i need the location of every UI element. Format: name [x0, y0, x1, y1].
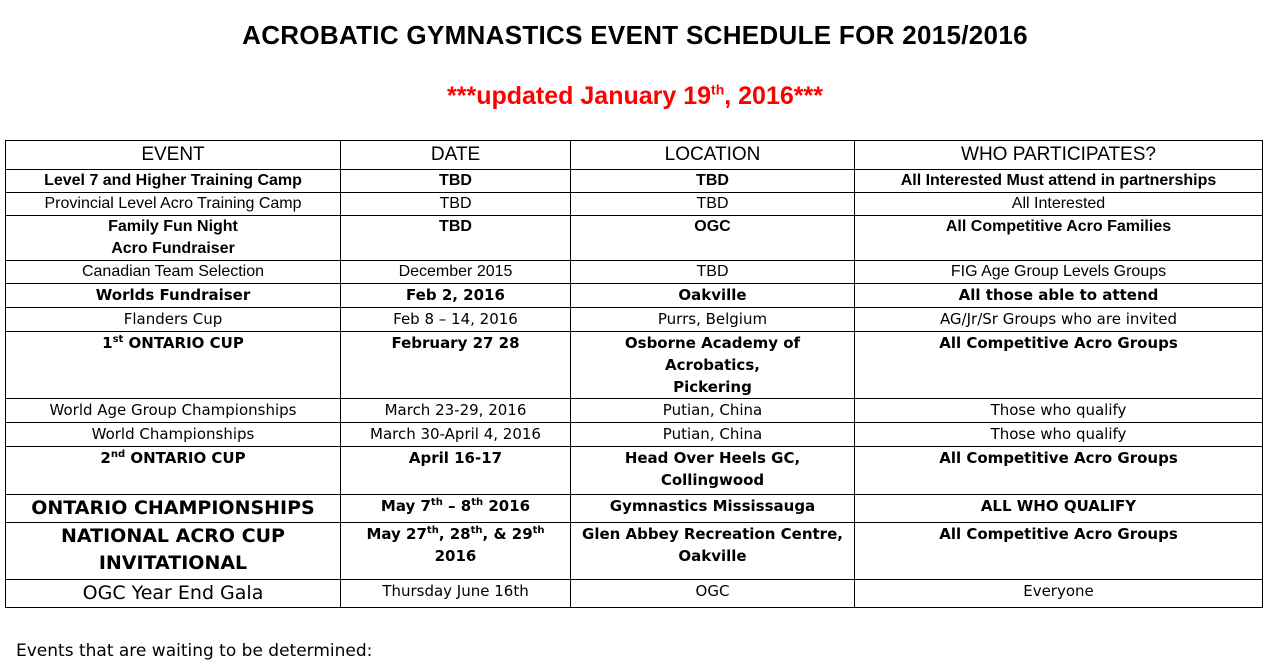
- table-row: [6, 495, 1263, 523]
- header-location: LOCATION: [571, 141, 855, 170]
- event-cell: Provincial Level Acro Training Camp: [6, 193, 341, 216]
- updated-prefix: ***updated January 19: [447, 82, 712, 110]
- date-line: [345, 523, 566, 545]
- event-cell: Level 7 and Higher Training Camp: [6, 170, 341, 193]
- event-line: Acro Fundraiser: [111, 240, 235, 257]
- event-line: Family Fun Night: [108, 218, 238, 235]
- location-line: Osborne Academy of Acrobatics,: [624, 334, 801, 374]
- header-who: WHO PARTICIPATES?: [855, 141, 1263, 170]
- table-row: [6, 580, 1263, 608]
- table-header-row: [6, 141, 1263, 170]
- date-cell: TBD: [341, 170, 571, 193]
- event-cell: [6, 523, 341, 580]
- footer-note: Events that are waiting to be determined:: [16, 641, 373, 661]
- table-row: [6, 523, 1263, 580]
- location-line: Oakville: [678, 547, 747, 565]
- date-cell: Thursday June 16th: [341, 580, 571, 608]
- event-cell: World Championships: [6, 423, 341, 447]
- date-cell: March 30-April 4, 2016: [341, 423, 571, 447]
- event-rest: ONTARIO CUP: [125, 449, 246, 467]
- location-cell: TBD: [571, 261, 855, 284]
- date-sup: th: [430, 497, 443, 508]
- event-sup: st: [112, 334, 124, 345]
- location-cell: TBD: [571, 170, 855, 193]
- location-cell: [571, 447, 855, 495]
- event-sup: nd: [110, 449, 126, 460]
- who-cell: All those able to attend: [855, 284, 1263, 308]
- event-cell: [6, 216, 341, 261]
- location-line: Collingwood: [660, 471, 765, 489]
- header-date: DATE: [341, 141, 571, 170]
- event-cell: [6, 332, 341, 399]
- event-cell: Flanders Cup: [6, 308, 341, 332]
- date-cell: March 23-29, 2016: [341, 399, 571, 423]
- location-cell: Purrs, Belgium: [571, 308, 855, 332]
- date-cell: December 2015: [341, 261, 571, 284]
- date-part: – 8: [442, 497, 472, 515]
- date-sup: th: [426, 525, 439, 536]
- location-cell: Putian, China: [571, 399, 855, 423]
- event-cell: Worlds Fundraiser: [6, 284, 341, 308]
- event-cell: [6, 447, 341, 495]
- date-cell: TBD: [341, 193, 571, 216]
- date-sup: th: [470, 525, 483, 536]
- date-part: , 28: [438, 525, 471, 543]
- event-line: NATIONAL ACRO CUP: [61, 525, 285, 547]
- who-cell: ALL WHO QUALIFY: [855, 495, 1263, 523]
- event-line: INVITATIONAL: [98, 552, 248, 574]
- location-cell: Gymnastics Mississauga: [571, 495, 855, 523]
- table-row: [6, 399, 1263, 423]
- event-cell: Canadian Team Selection: [6, 261, 341, 284]
- date-cell: TBD: [341, 216, 571, 261]
- who-cell: AG/Jr/Sr Groups who are invited: [855, 308, 1263, 332]
- updated-notice: [0, 82, 1270, 111]
- who-cell: Those who qualify: [855, 423, 1263, 447]
- table-row: [6, 308, 1263, 332]
- table-row: [6, 423, 1263, 447]
- location-cell: OGC: [571, 580, 855, 608]
- who-cell: All Competitive Acro Groups: [855, 523, 1263, 580]
- updated-suffix: , 2016***: [724, 82, 823, 110]
- table-row: [6, 216, 1263, 261]
- date-part: 2016: [483, 497, 531, 515]
- date-part: May 7: [380, 497, 431, 515]
- table-row: [6, 447, 1263, 495]
- location-cell: Putian, China: [571, 423, 855, 447]
- date-cell: Feb 2, 2016: [341, 284, 571, 308]
- table-row: [6, 261, 1263, 284]
- header-event: EVENT: [6, 141, 341, 170]
- event-rest: ONTARIO CUP: [123, 334, 244, 352]
- location-cell: Oakville: [571, 284, 855, 308]
- date-part: May 27: [366, 525, 427, 543]
- who-cell: All Competitive Acro Groups: [855, 447, 1263, 495]
- event-num: 2: [100, 449, 111, 467]
- location-cell: OGC: [571, 216, 855, 261]
- date-part: , & 29: [482, 525, 533, 543]
- date-line: 2016: [434, 547, 477, 565]
- who-cell: All Competitive Acro Groups: [855, 332, 1263, 399]
- location-line: Pickering: [673, 378, 752, 396]
- date-sup: th: [471, 497, 484, 508]
- page-title: ACROBATIC GYMNASTICS EVENT SCHEDULE FOR 2015/2016: [242, 20, 1028, 50]
- location-cell: TBD: [571, 193, 855, 216]
- who-cell: FIG Age Group Levels Groups: [855, 261, 1263, 284]
- table-row: [6, 284, 1263, 308]
- event-num: 1: [102, 334, 113, 352]
- who-cell: All Interested Must attend in partnerships: [855, 170, 1263, 193]
- updated-sup: th: [711, 81, 725, 98]
- table-row: [6, 193, 1263, 216]
- event-cell: World Age Group Championships: [6, 399, 341, 423]
- event-cell: OGC Year End Gala: [6, 580, 341, 608]
- location-line: Glen Abbey Recreation Centre,: [582, 525, 843, 543]
- event-schedule-table: [5, 140, 1263, 608]
- date-cell: [341, 495, 571, 523]
- location-line: Head Over Heels GC,: [624, 449, 801, 467]
- date-cell: [341, 523, 571, 580]
- who-cell: Everyone: [855, 580, 1263, 608]
- table-row: [6, 332, 1263, 399]
- date-sup: th: [532, 525, 545, 536]
- date-cell: Feb 8 – 14, 2016: [341, 308, 571, 332]
- location-cell: [571, 523, 855, 580]
- who-cell: Those who qualify: [855, 399, 1263, 423]
- who-cell: All Competitive Acro Families: [855, 216, 1263, 261]
- event-cell: ONTARIO CHAMPIONSHIPS: [6, 495, 341, 523]
- date-cell: April 16-17: [341, 447, 571, 495]
- location-cell: [571, 332, 855, 399]
- table-row: [6, 170, 1263, 193]
- who-cell: All Interested: [855, 193, 1263, 216]
- date-cell: February 27 28: [341, 332, 571, 399]
